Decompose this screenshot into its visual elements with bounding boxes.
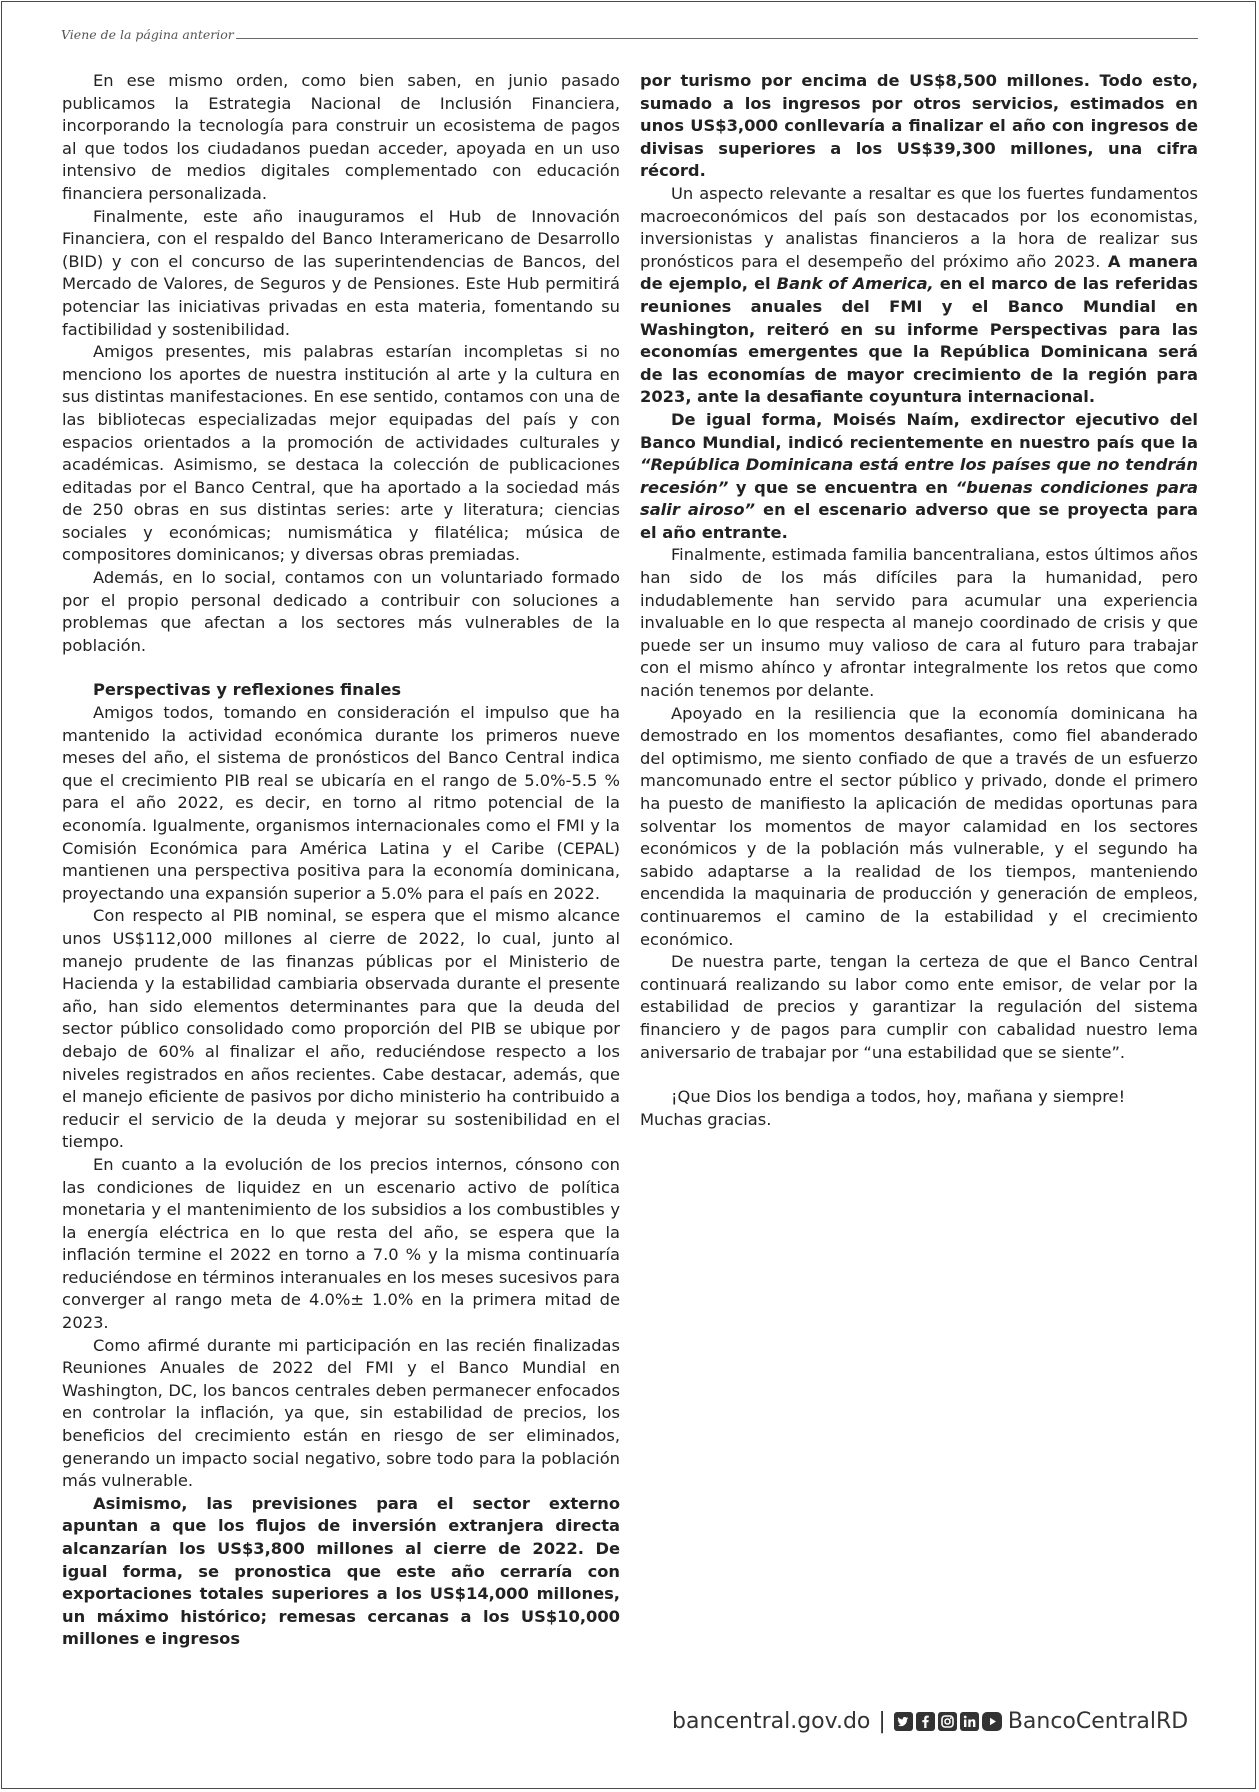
continued-label: Viene de la página anterior [61,27,234,42]
paragraph: Como afirmé durante mi participación en las recién finalizadas Reuniones Anuales de 2022 del FMI y el Banco Mundial en Washington, DC, los bancos centrales deben permanecer enfocados en controlar la inflación, ya que, sin estabilidad de precios, los beneficios del crecimiento están en riesgo de ser eliminados, generando un impacto social negativo, sobre todo para la población más vulnerable. [62,1335,620,1491]
paragraph: Apoyado en la resiliencia que la economía dominicana ha demostrado en los momentos desafiantes, como fiel abanderado del optimismo, me siento confiado de que a través de un esfuerzo mancomunado entre el sector público y privado, donde el primero ha puesto de manifiesto la aplicación de medidas oportunas para solventar los momentos de mayor calamidad en los sectores económicos y de la población más vulnerable, y el segundo ha sabido adaptarse a la realidad de los tiempos, manteniendo encendida la maquinaria de producción y generación de empleos, continuaremos el camino de la estabilidad y el crecimiento económico. [640,703,1198,949]
paragraph: Finalmente, estimada familia bancentraliana, estos últimos años han sido de los más difíciles para la humanidad, pero indudablemente han servido para acumular una experiencia invaluable en lo que respecta al manejo coordinado de crisis y que puede ser un insumo muy valioso de cara al futuro para trabajar con el mismo ahínco y afrontar integralmente los retos que como nación tenemos por delante. [640,545,1198,701]
closing-blessing: ¡Que Dios los bendiga a todos, hoy, mañana y siempre! [671,1087,1126,1107]
paragraph [640,183,1198,409]
paragraph: Con respecto al PIB nominal, se espera que el mismo alcance unos US$112,000 millones al cierre de 2022, lo cual, junto al manejo prudente de las finanzas públicas por el Ministerio de Hacienda y la estabilidad cambiaria observada durante el presente año, han sido elementos determinantes para que la deuda del sector público consolidado como proporción del PIB se ubique por debajo de 60% al finalizar el año, reduciéndose respecto a los niveles registrados en años recientes. Cabe destacar, además, que el manejo eficiente de pasivos por dicho ministerio ha contribuido a reducir el servicio de la deuda y mejorar su sostenibilidad en el tiempo. [62,906,620,1152]
paragraph: Amigos todos, tomando en consideración el impulso que ha mantenido la actividad económica durante los primeros nueve meses del año, el sistema de pronósticos del Banco Central indica que el crecimiento PIB real se ubicaría en el rango de 5.0%-5.5 % para el año 2022, es decir, en torno al ritmo potencial de la economía. Igualmente, organismos internacionales como el FMI y la Comisión Económica para América Latina y el Caribe (CEPAL) mantienen una perspectiva positiva para la economía dominicana, proyectando una expansión superior a 5.0% para el país en 2022. [62,703,620,903]
text-run: De igual forma, Moisés Naím, exdirector ejecutivo del Banco Mundial, indicó recientemente en nuestro país que la [640,409,1198,452]
closing-thanks: Muchas gracias. [640,1109,772,1129]
paragraph-bold [640,409,1198,545]
section-heading: Perspectivas y reflexiones finales [93,680,402,700]
paragraph: De nuestra parte, tengan la certeza de que el Banco Central continuará realizando su labor como ente emisor, de velar por la estabilidad de precios y garantizar la regulación del sistema financiero y de pagos para cumplir con cabalidad nuestro lema aniversario de trabajar por “una estabilidad que se siente”. [640,952,1198,1062]
youtube-icon[interactable] [982,1712,1002,1731]
text-run: y que se encuentra en [728,477,956,497]
text-run-bold-italic: Bank of America, [776,274,934,294]
text-run: en el escenario adverso que se proyecta para el año entrante. [640,500,1198,542]
header-rule [236,38,1198,39]
text-run-bold: en el marco de las referidas reuniones anuales del FMI y el Banco Mundial en Washington, reiteró en su informe Perspectivas para las economías emergentes que la República Dominicana será de las economías de mayor crecimiento de la región para 2023, ante la desafiante coyuntura internacional. [640,274,1198,407]
paragraph-bold: Asimismo, las previsiones para el sector externo apuntan a que los flujos de inversión extranjera directa alcanzarían los US$3,800 millones al cierre de 2022. De igual forma, se pronostica que este año cerraría con exportaciones totales superiores a los US$14,000 millones, un máximo histórico; remesas cercanas a los US$10,000 millones e ingresos [62,1493,620,1649]
paragraph: En cuanto a la evolución de los precios internos, cónsono con las condiciones de liquidez en un escenario activo de política monetaria y el mantenimiento de los subsidios a los combustibles y la energía eléctrica en lo que resta del año, se espera que la inflación termine el 2022 en torno a 7.0 % y la misma continuaría reduciéndose en términos interanuales en los meses sucesivos para converger al rango meta de 4.0%± 1.0% en la primera mitad de 2023. [62,1154,620,1333]
quote-italic: “buenas condiciones para salir airoso” [640,477,1198,520]
paragraph: Además, en lo social, contamos con un voluntariado formado por el propio personal dedicado a contribuir con soluciones a problemas que afectan a los sectores más vulnerables de la población. [62,568,620,655]
social-icons [894,1712,1002,1731]
right-column [640,70,1198,1131]
instagram-icon[interactable] [938,1712,957,1731]
paragraph: Finalmente, este año inauguramos el Hub de Innovación Financiera, con el respaldo del Banco Interamericano de Desarrollo (BID) y con el concurso de las superintendencias de Bancos, del Mercado de Valores, de Seguros y de Pensiones. Este Hub permitirá potenciar las iniciativas privadas en esta materia, fomentando su factibilidad y sostenibilidad. [62,206,620,339]
quote-italic: “República Dominicana está entre los países que no tendrán recesión” [640,455,1198,497]
footer [672,1706,1188,1736]
text-run-bold: A manera de ejemplo, el [640,251,1198,294]
twitter-icon[interactable] [894,1712,913,1731]
paragraph: Amigos presentes, mis palabras estarían incompletas si no menciono los aportes de nuestra institución al arte y la cultura en sus distintas manifestaciones. En ese sentido, contamos con una de las bibliotecas especializadas mejor equipadas del país y con espacios orientados a la promoción de actividades culturales y académicas. Asimismo, se destaca la colección de publicaciones editadas por el Banco Central, que ha aportado a la sociedad más de 250 obras en sus distintas series: arte y literatura; ciencias sociales y económicas; numismática y filatélica; música de compositores dominicanos; y diversas obras premiadas. [62,342,620,565]
social-handle[interactable]: BancoCentralRD [1007,1708,1189,1734]
footer-separator: | [878,1708,886,1734]
left-column [62,70,620,1651]
website-link[interactable]: bancentral.gov.do [672,1708,871,1734]
paragraph-bold: por turismo por encima de US$8,500 millones. Todo esto, sumado a los ingresos por otros servicios, estimados en unos US$3,000 conllevaría a finalizar el año con ingresos de divisas superiores a los US$39,300 millones, una cifra récord. [640,71,1198,181]
facebook-icon[interactable] [916,1712,935,1731]
paragraph: En ese mismo orden, como bien saben, en junio pasado publicamos la Estrategia Nacional de Inclusión Financiera, incorporando la tecnología para construir un ecosistema de pagos al que todos los ciudadanos puedan acceder, apoyada en un uso intensivo de medios digitales complementado con educación financiera personalizada. [62,71,620,203]
text-run: Un aspecto relevante a resaltar es que los fuertes fundamentos macroeconómicos del país son destacados por los economistas, inversionistas y analistas financieros a la hora de realizar sus pronósticos para el desempeño del próximo año 2023. [640,183,1198,271]
linkedin-icon[interactable] [960,1712,979,1731]
